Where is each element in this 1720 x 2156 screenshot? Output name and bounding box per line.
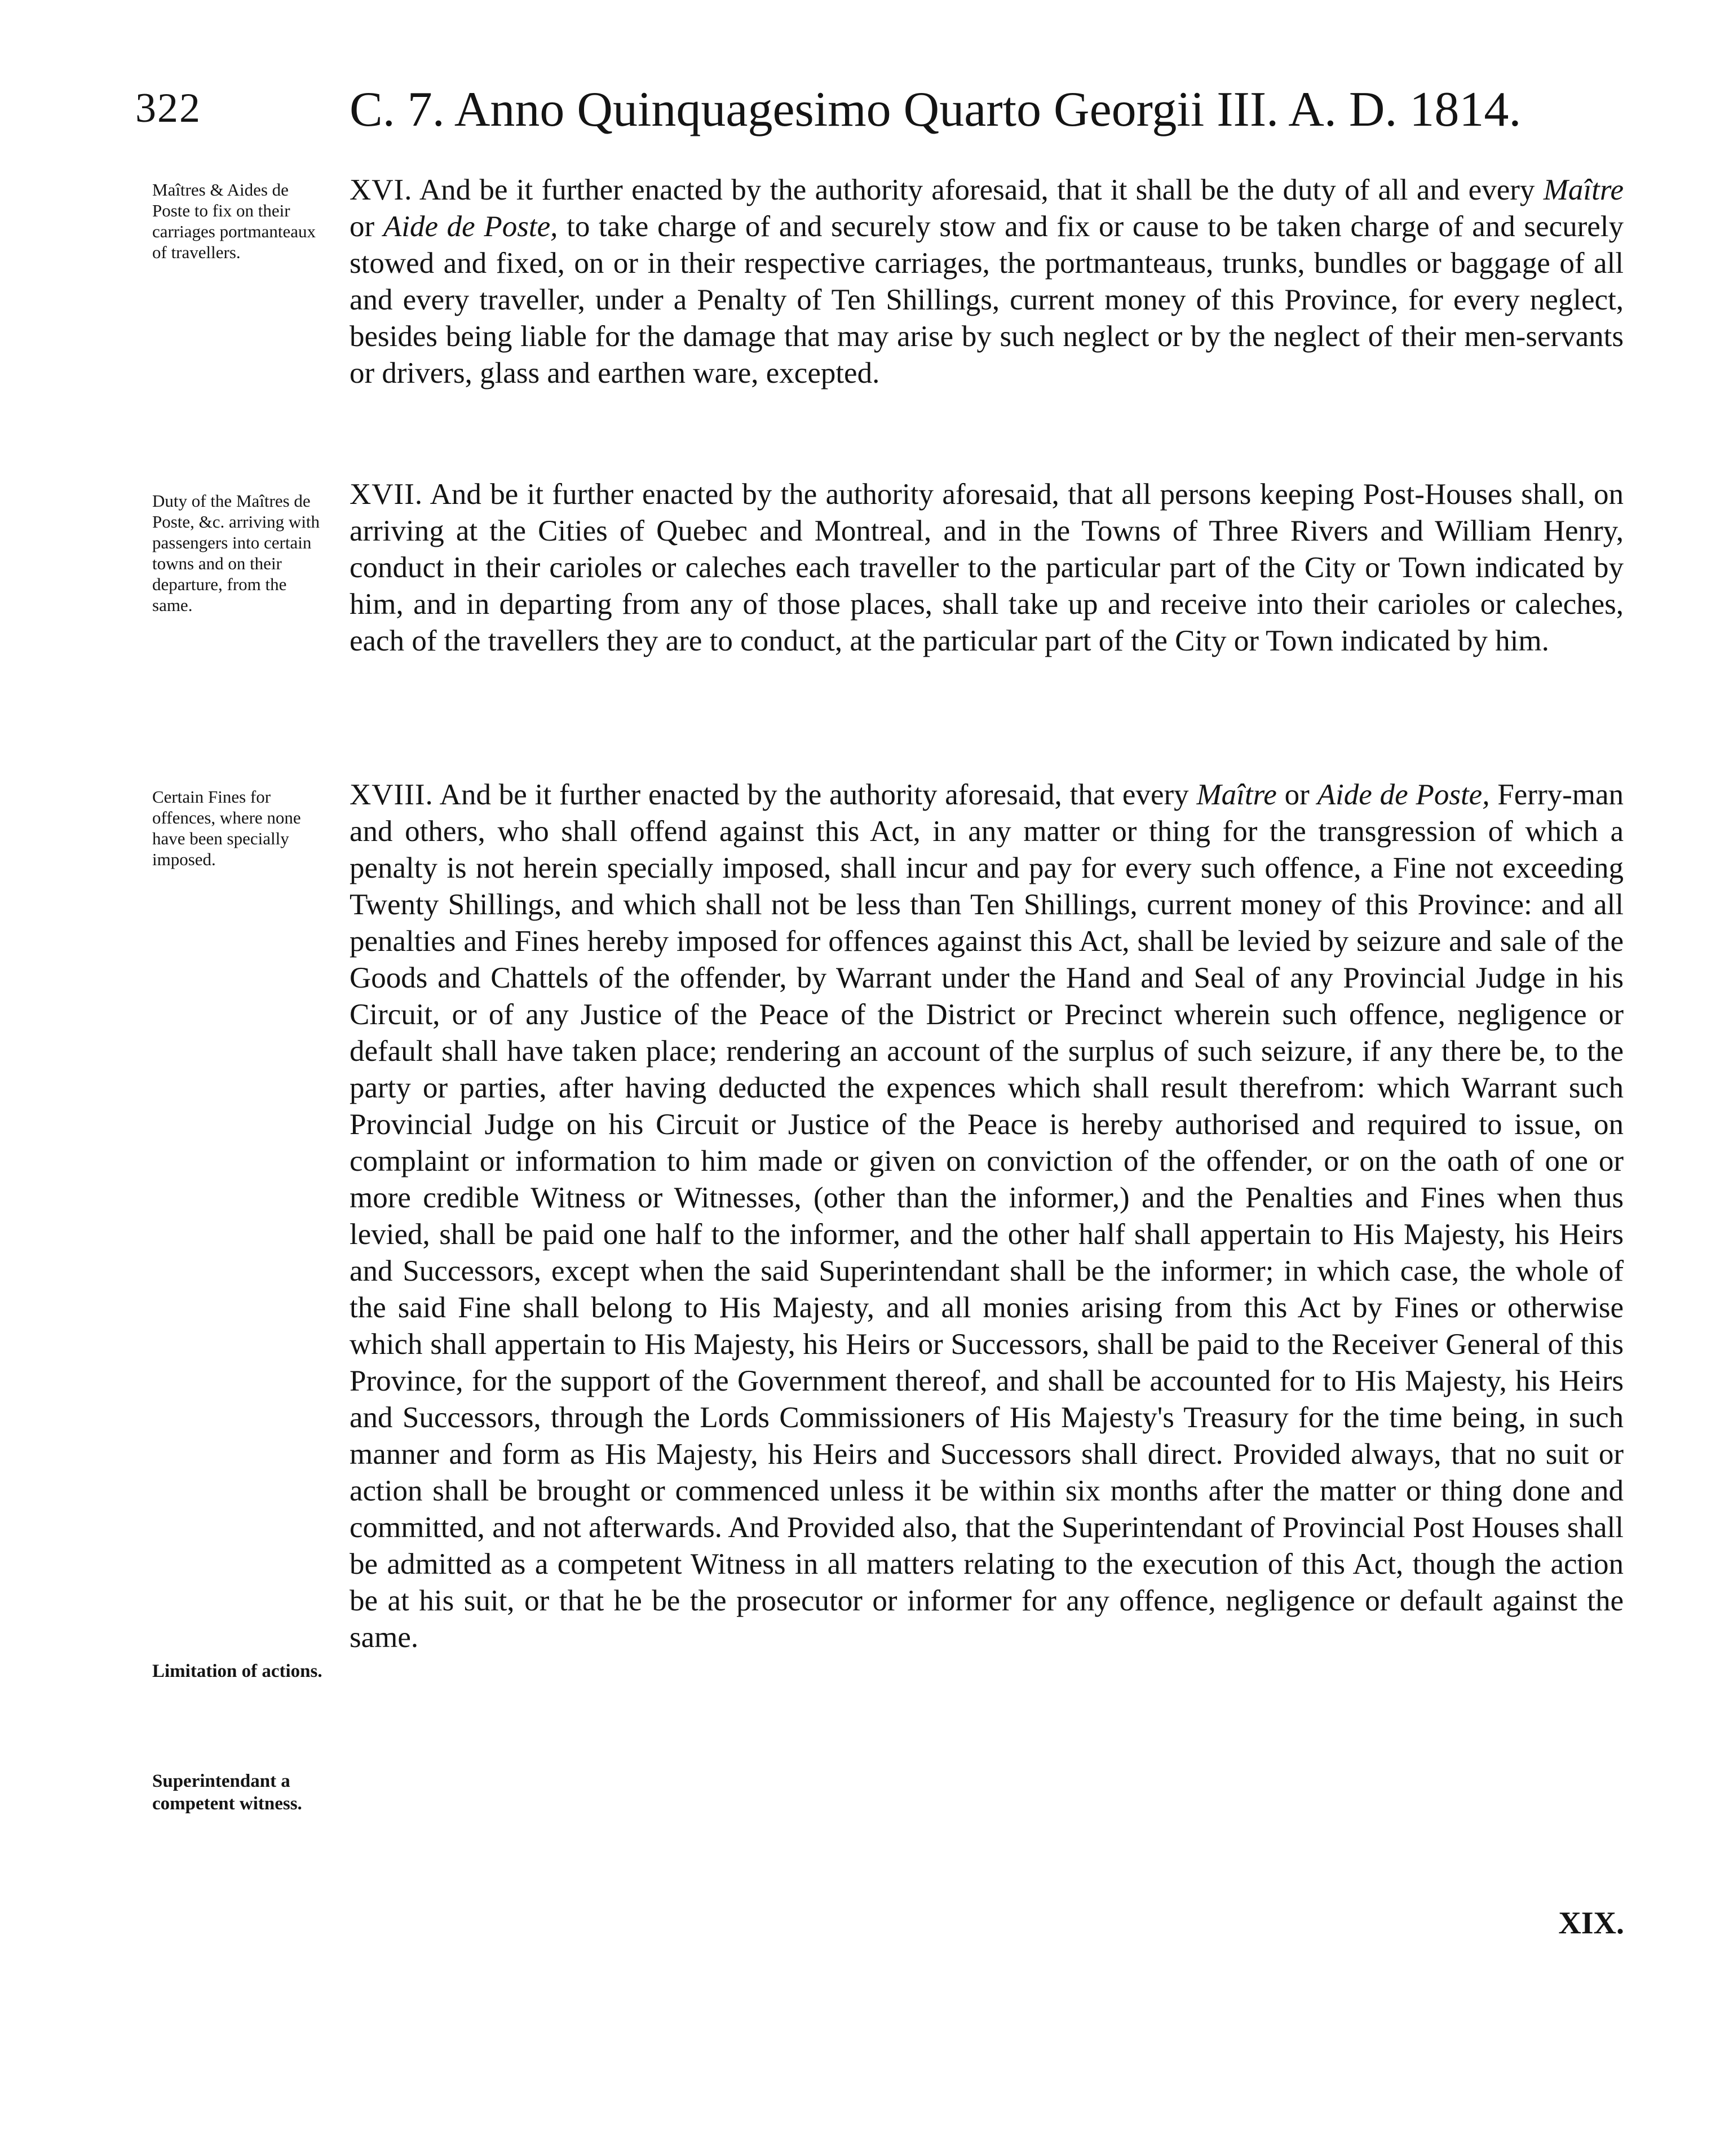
- catchword: XIX.: [1558, 1906, 1624, 1941]
- page-number: 322: [135, 85, 201, 131]
- section-text: And be it further enacted by the authority aforesaid, that it shall be the duty of all and every: [419, 174, 1535, 206]
- section-text: to take charge of and securely stow and fix or cause to be taken charge of and securely stowed and fixed, on or in their respective carriages, the portmanteaus, trunks, bundles or baggage of all and every traveller, under a Penalty of Ten Shillings, current money of this Province, for every neglect, besides being liable for the damage that may arise by such neglect or by the neglect of their men-servants or drivers, glass and earthen ware, excepted.: [350, 210, 1624, 389]
- section-text: And be it further enacted by the authority aforesaid, that all persons keeping Post-Houses shall, on arriving at the Cities of Quebec and Montreal, and in the Towns of Three Rivers and William Henry, conduct in their carioles or caleches each traveller to the particular part of the City or Town indicated by him, and in departing from any of those places, shall take up and receive into their carioles or caleches, each of the travellers they are to conduct, at the particular part of the City or Town indicated by him.: [350, 478, 1624, 657]
- italic-term: Maître: [1196, 778, 1277, 811]
- section-xviii: [350, 777, 1624, 1656]
- section-text: And be it further enacted by the authority aforesaid, that every: [439, 778, 1189, 811]
- italic-term: Aide de Poste,: [383, 210, 558, 243]
- marginal-note-xvi: Maîtres & Aides de Poste to fix on their carriages portmanteaux of travellers.: [152, 180, 316, 262]
- section-text: or: [350, 210, 375, 243]
- section-text: Ferry-man and others, who shall offend against this Act, in any matter or thing for the transgression of which a penalty is not herein specially imposed, shall incur and pay for every such offence, a Fine not exceeding Twenty Shillings, and which shall not be less than Ten Shillings, current money of this Province: and all penalties and Fines hereby imposed for offences against this Act, shall be levied by seizure and sale of the Goods and Chattels of the offender, by Warrant under the Hand and Seal of any Provincial Judge in his Circuit, or of any Justice of the Peace of the District or Precinct wherein such offence, negligence or default shall have taken place; rendering an account of the surplus of such seizure, if any there be, to the party or parties, after having deducted the expences which shall result therefrom: which Warrant such Provincial Judge on his Circuit or Justice of the Peace is hereby authorised and required to issue, on complaint or information to him made or given on conviction of the offender, or on the oath of one or more credible Witness or Witnesses, (other than the informer,) and the Penalties and Fines when thus levied, shall be paid one half to the informer, and the other half shall appertain to His Majesty, his Heirs and Successors, except when the said Superintendant shall be the informer; in which case, the whole of the said Fine shall belong to His Majesty, and all monies arising from this Act by Fines or otherwise which shall appertain to His Majesty, his Heirs or Successors, shall be paid to the Receiver General of this Province, for the support of the Government thereof, and shall be accounted for to His Majesty, his Heirs and Successors, through the Lords Commissioners of His Majesty's Treasury for the time being, in such manner and form as His Majesty, his Heirs and Successors shall direct. Provided always, that no suit or action shall be brought or commenced unless it be within six months after the matter or thing done and committed, and not afterwards. And Provided also, that the Superintendant of Provincial Post Houses shall be admitted as a competent Witness in all matters relating to the execution of this Act, though the action be at his suit, or that he be the prosecutor or informer for any offence, negligence or default against the same.: [350, 778, 1624, 1654]
- italic-term: Maître: [1543, 174, 1624, 206]
- marginal-note-xviii: Certain Fines for offences, where none have been specially imposed.: [152, 787, 301, 869]
- section-number: XVII.: [350, 478, 423, 511]
- running-title: C. 7. Anno Quinquagesimo Quarto Georgii III. A. D. 1814.: [350, 82, 1522, 137]
- italic-term: Aide de Poste,: [1317, 778, 1490, 811]
- marginal-note-limitation: Limitation of actions.: [152, 1661, 322, 1681]
- marginal-note-superintendant: Superintendant a competent witness.: [152, 1771, 302, 1814]
- section-number: XVIII.: [350, 778, 434, 811]
- page-header: [135, 82, 1657, 152]
- section-text: or: [1284, 778, 1310, 811]
- section-xvi: [350, 172, 1624, 392]
- section-xvii: [350, 476, 1624, 659]
- marginal-note-xvii: Duty of the Maîtres de Poste, &c. arriving with passengers into certain towns and on their departure, from the same.: [152, 491, 320, 615]
- section-number: XVI.: [350, 174, 413, 206]
